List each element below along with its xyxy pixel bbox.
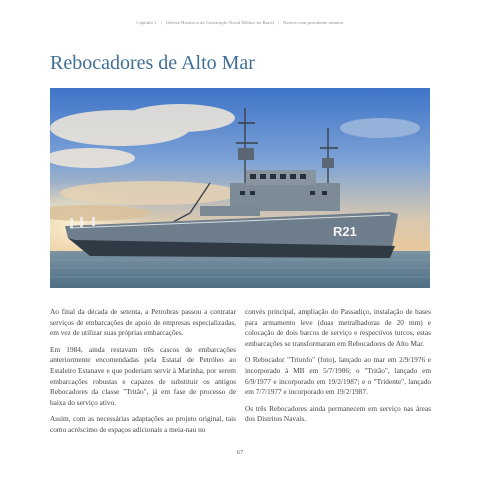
tugboat-illustration [50,88,430,288]
header-separator: | [278,20,280,25]
tugboat-photo [50,88,430,288]
running-header [0,20,480,25]
text-column-right [245,307,431,431]
paragraph: Os três Rebocadores ainda permanecem em serviço nas áreas dos Distritos Navais. [245,403,431,424]
header-chapter: Capítulo 1 [136,20,157,25]
page-number: 67 [236,449,244,456]
paragraph: convés principal, ampliação do Passadiço, instalação de bases para armamento leve (duas metralhadoras de 20 mm) e colocação de dois barcos de serviço e respectivos turcos, estas embarcações se transformaram em Rebocadores de Alto Mar. [245,307,431,348]
header-subsection: Navios com presidente armeiro [283,20,344,25]
paragraph: Em 1984, ainda restavam três cascos de embarcações anteriormente encomendadas pela Estatal de Petróleo ao Estaleiro Estanave e que poderiam servir à Marinha, por serem embarcações robustas e capazes de substituir os antigos Rebocadores da classe "Tritão", já em fase de processo de baixa do serviço ativo. [50,344,236,407]
paragraph: Ao final da década de setenta, a Petrobras passou a contratar serviços de embarcações de apoio de empresas especializadas, em vez de utilizar suas próprias embarcações. [50,307,236,338]
paragraph: Assim, com as necessárias adaptações ao projeto original, tais como acréscimo de espaços adicionais a meia-nau no [50,414,236,434]
header-section: Gênese Histórica da Construção Naval Militar no Brasil [165,20,275,25]
hull-number: R21 [333,224,357,239]
paragraph: O Rebocador "Triunfo" (foto), lançado ao mar em 2/9/1976 e incorporado à MB em 5/7/1986; o "Tritão", lançado em 6/9/1977 e incorporado em 19/2/1987; e o "Tridente", lançado em 7/7/1977 e incorporado em 19/2/1987. [245,355,431,397]
text-column-left [50,307,236,442]
page-title: Rebocadores de Alto Mar [50,52,255,74]
header-separator: | [160,20,162,25]
